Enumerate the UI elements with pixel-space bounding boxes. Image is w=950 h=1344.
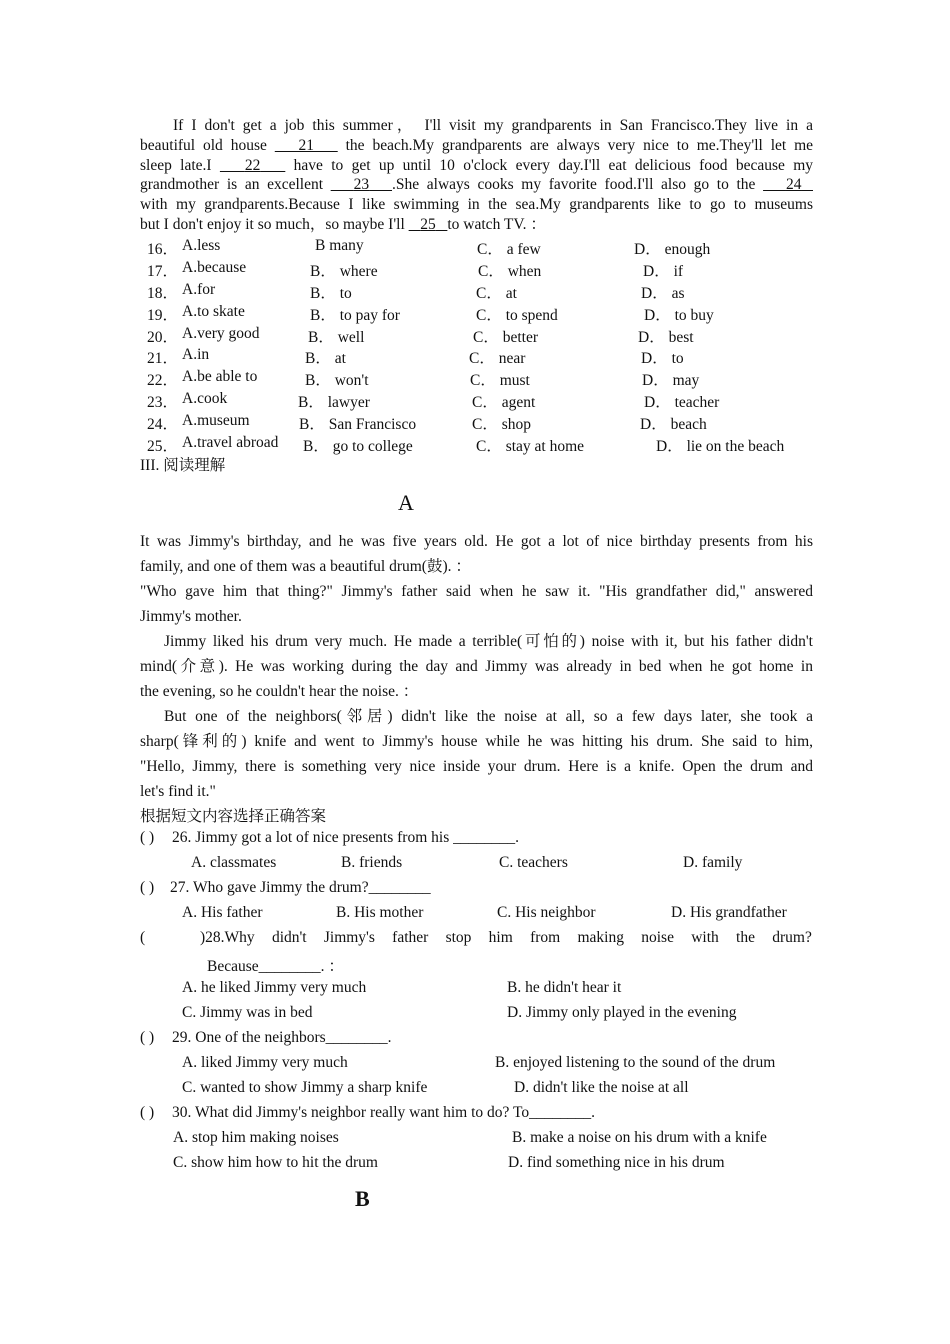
question-30-paren[interactable]: ( ) [140,1104,155,1121]
stem-word: stop [445,929,472,946]
stem-word: drum? [772,929,812,946]
option-a: A.museum [182,412,250,429]
question-30-option-c[interactable]: C. show him how to hit the drum [173,1154,378,1171]
passage-line: the evening, so he couldn't hear the noise. ： [140,683,419,700]
stem-word: )28.Why [200,929,255,946]
cloze-line [140,195,813,215]
passage-line: let's find it." [140,783,216,800]
option-d: D． best [638,329,694,346]
question-26-option-a[interactable]: A. classmates [191,854,277,871]
option-number: 25． [147,438,179,455]
passage-a-heading: A [398,490,414,515]
question-26-paren[interactable]: ( ) [140,829,155,846]
option-b: B． go to college [303,438,413,455]
passage-line: family, and one of them was a beautiful drum(鼓). ： [140,558,471,575]
question-29-option-d[interactable]: D. didn't like the noise at all [514,1079,689,1096]
question-29-paren[interactable]: ( ) [140,1029,155,1046]
option-b: B． to pay for [310,307,400,324]
option-d: D． as [641,285,685,302]
option-b: B． where [310,263,378,280]
stem-word: making [577,929,624,946]
stem-word: noise [641,929,674,946]
cloze-line [140,156,813,176]
option-c: C． near [469,350,526,367]
option-d: D． to buy [644,307,714,324]
passage-line: Jimmy's mother. [140,608,242,625]
cloze-text: .She always cooks my favorite food.I'll also go to the [392,176,756,194]
passage-line: mind(介意). He was working during the day and Jimmy was already in bed when he got home in [140,658,813,675]
option-number: 17． [147,263,179,280]
question-27-option-b[interactable]: B. His mother [336,904,424,921]
question-28-paren[interactable]: ( [140,929,146,946]
option-a: A.less [182,237,221,254]
section-title: III. 阅读理解 [140,457,226,474]
cloze-text: If I don't get a job this summer， I'll visit my grandparents in San Francisco.They live in a [173,117,813,134]
cloze-text: the beach.My grandparents are always very nice to me.They'll let me [345,136,814,154]
question-29-stem: 29. One of the neighbors________. [172,1029,392,1046]
option-b: B． well [308,329,365,346]
stem-word: from [530,929,561,946]
cloze-text: with my grandparents.Because I like swimming in the sea.My grandparents like to go to museums [140,196,813,214]
stem-word: didn't [271,929,307,946]
option-d: D． if [643,263,684,280]
cloze-text: sleep late.I [140,156,212,174]
question-29-option-a[interactable]: A. liked Jimmy very much [182,1054,348,1071]
cloze-text: beautiful old house [140,136,267,154]
option-a: A.cook [182,390,228,407]
question-26-option-b[interactable]: B. friends [341,854,403,871]
cloze-line [140,116,813,136]
passage-line: But one of the neighbors(邻居) didn't like the noise at all, so a few days later, she took a [164,708,813,725]
option-d: D． to [641,350,684,367]
question-30-option-d[interactable]: D. find something nice in his drum [508,1154,725,1171]
option-b: B． at [305,350,346,367]
question-27-option-c[interactable]: C. His neighbor [497,904,596,921]
stem-word: Jimmy's [323,929,375,946]
passage-line: sharp(锋利的) knife and went to Jimmy's house while he was hitting his drum. She said to him, [140,733,813,750]
question-27-option-d[interactable]: D. His grandfather [671,904,787,921]
option-number: 18． [147,285,179,302]
option-c: C． shop [472,416,531,433]
cloze-line [140,215,813,235]
instruction: 根据短文内容选择正确答案 [140,808,327,825]
option-number: 16． [147,241,179,258]
stem-word: him [488,929,513,946]
option-b: B． to [310,285,352,302]
cloze-passage [140,116,813,235]
question-26-option-c[interactable]: C. teachers [499,854,568,871]
option-b: B． lawyer [298,394,370,411]
option-c: C． better [473,329,538,346]
cloze-text: grandmother is an excellent [140,176,324,194]
question-28-stem [200,929,812,947]
option-b: B． San Francisco [299,416,417,433]
option-a: A.to skate [182,303,245,320]
cloze-text: to watch TV. ： [447,215,546,233]
option-c: C． must [470,372,530,389]
question-26-option-d[interactable]: D. family [683,854,743,871]
cloze-text: but I don't enjoy it so much，so maybe I'll [140,215,405,233]
option-number: 19． [147,307,179,324]
question-27-option-a[interactable]: A. His father [182,904,263,921]
option-c: C． to spend [476,307,558,324]
option-a: A.in [182,346,210,363]
blank-23: 23 [353,176,370,194]
option-number: 21． [147,350,179,367]
option-a: A.be able to [182,368,258,385]
option-c: C． stay at home [476,438,585,455]
passage-line: Jimmy liked his drum very much. He made a terrible(可怕的) noise with it, but his father didn't [164,633,813,650]
question-28-option-d[interactable]: D. Jimmy only played in the evening [507,1004,737,1021]
option-d: D． lie on the beach [656,438,785,455]
option-c: C． when [478,263,542,280]
stem-word: with [691,929,719,946]
question-28-option-a[interactable]: A. he liked Jimmy very much [182,979,367,996]
option-c: C． at [476,285,517,302]
question-27-stem: 27. Who gave Jimmy the drum?________ [170,879,431,896]
option-a: A.very good [182,325,260,342]
option-b: B． won't [305,372,369,389]
question-28-stem-cont: Because________. ： [207,958,344,975]
option-b: B many [315,237,364,254]
blank-25: 25 [420,215,436,233]
option-c: C． agent [472,394,536,411]
option-c: C． a few [477,241,541,258]
question-28-option-c[interactable]: C. Jimmy was in bed [182,1004,313,1021]
blank-24: 24 [785,176,802,194]
option-number: 23． [147,394,179,411]
stem-word: father [392,929,429,946]
option-number: 22． [147,372,179,389]
cloze-text: have to get up until 10 o'clock every day.I'll eat delicious food because my [293,156,814,174]
question-29-option-b[interactable]: B. enjoyed listening to the sound of the drum [495,1054,776,1071]
question-28-option-b[interactable]: B. he didn't hear it [507,979,622,996]
passage-a [140,529,813,829]
option-a: A.because [182,259,247,276]
blank-21: 21 [298,136,314,154]
question-29-option-c[interactable]: C. wanted to show Jimmy a sharp knife [182,1079,428,1096]
blank-22: 22 [244,156,261,174]
option-a: A.travel abroad [182,434,279,451]
question-27-paren[interactable]: ( ) [140,879,155,896]
cloze-line [140,136,813,156]
question-30-option-b[interactable]: B. make a noise on his drum with a knife [512,1129,767,1146]
passage-line: "Who gave him that thing?" Jimmy's father said when he saw it. "His grandfather did," answered [140,583,813,600]
option-number: 20． [147,329,179,346]
option-d: D． enough [634,241,711,258]
option-d: D． beach [640,416,707,433]
stem-word: the [736,929,755,946]
passage-line: "Hello, Jimmy, there is something very nice inside your drum. Here is a knife. Open the drum and [140,758,813,775]
passage-b-heading: B [355,1186,370,1211]
option-a: A.for [182,281,216,298]
question-26-stem: 26. Jimmy got a lot of nice presents from his ________. [172,829,519,846]
cloze-line [140,175,813,195]
question-30-option-a[interactable]: A. stop him making noises [173,1129,339,1146]
option-number: 24． [147,416,179,433]
option-d: D． may [642,372,700,389]
passage-line: It was Jimmy's birthday, and he was five years old. He got a lot of nice birthday presents from his [140,533,813,550]
option-d: D． teacher [644,394,720,411]
question-30-stem: 30. What did Jimmy's neighbor really want him to do? To________. [172,1104,596,1121]
